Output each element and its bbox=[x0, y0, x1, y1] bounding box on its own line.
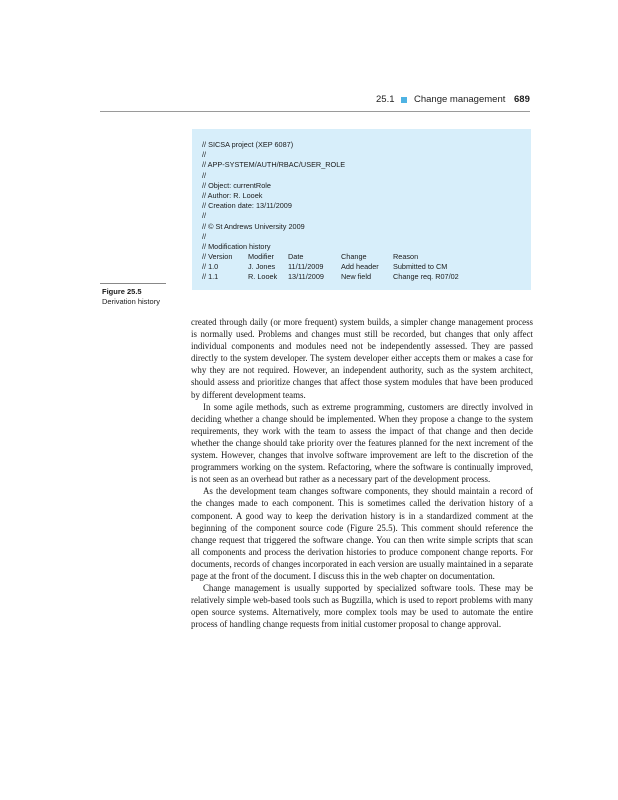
history-cell: R. Looek bbox=[248, 272, 278, 282]
history-cell: New field bbox=[341, 272, 372, 282]
code-line: // bbox=[202, 150, 207, 160]
code-line: // SICSA project (XEP 6087) bbox=[202, 140, 294, 149]
paragraph: created through daily (or more frequent) system builds, a simpler change management process is normally used. Problems and changes must still be recorded, but changes that only affect individual components and modules need not be independently assessed. They are passed directly to the system developer. The system developer either accepts them or makes a case for why they are not required. However, an independent authority, such as the system architect, should assess and prioritize changes that affect those system modules that have been produced by different development teams. bbox=[191, 317, 533, 400]
code-line: // Creation date: 13/11/2009 bbox=[202, 201, 292, 211]
history-cell: Submitted to CM bbox=[393, 262, 448, 272]
history-cell: 11/11/2009 bbox=[288, 262, 324, 272]
code-line: // bbox=[202, 231, 207, 241]
paragraph: As the development team changes software components, they should maintain a record of the changes made to each component. This is sometimes called the derivation history of a component. A good way to keep the derivation history is in a standardized comment at the beginning of the component source code (Figure 25.5). This comment should reference the change request that triggered the software change. You can then write simple scripts that scan all components and process the derivation histories to produce component change reports. For documents, records of changes incorporated in each version are usually maintained in a separate page at the front of the document. I discuss this in the web chapter on documentation. bbox=[191, 486, 533, 581]
body-text bbox=[191, 316, 533, 630]
code-line: // Modification history bbox=[202, 241, 271, 251]
figure-number: Figure 25.5 bbox=[102, 287, 142, 296]
history-cell: Change bbox=[341, 252, 367, 262]
paragraph: Change management is usually supported by specialized software tools. These may be relatively simple web-based tools such as Bugzilla, which is used to report problems with many open source systems. Alternatively, more complex tools may be used to automate the entire process of handling change requests from initial customer proposal to change approval. bbox=[191, 583, 533, 630]
code-line: // bbox=[202, 211, 207, 221]
page-number: 689 bbox=[514, 94, 530, 105]
history-cell: // 1.0 bbox=[202, 262, 219, 272]
header-square-icon bbox=[401, 97, 407, 103]
chapter-title: Change management bbox=[414, 94, 506, 105]
code-line: // Object: currentRole bbox=[202, 180, 271, 190]
section-number: 25.1 bbox=[376, 94, 395, 105]
history-cell: Date bbox=[288, 252, 304, 262]
history-row bbox=[202, 262, 522, 272]
code-line: // bbox=[202, 170, 207, 180]
figure-caption-rule bbox=[100, 283, 166, 284]
history-cell: // 1.1 bbox=[202, 272, 219, 282]
code-line: // APP-SYSTEM/AUTH/RBAC/USER_ROLE bbox=[202, 160, 346, 170]
figure-caption: Derivation history bbox=[102, 297, 160, 306]
header-rule bbox=[100, 111, 530, 112]
history-row bbox=[202, 272, 522, 282]
code-listing bbox=[202, 140, 522, 283]
history-cell: Modifier bbox=[248, 252, 274, 262]
code-line: // © St Andrews University 2009 bbox=[202, 221, 305, 231]
paragraph: In some agile methods, such as extreme programming, customers are directly involved in deciding whether a change should be implemented. When they propose a change to the system requirements, they work with the team to assess the impact of that change and then decide whether the change should take priority over the features planned for the next increment of the system. However, changes that involve software improvement are left to the discretion of the programmers working on the system. Refactoring, where the software is continually improved, is not seen as an overhead but rather as a necessary part of the development process. bbox=[191, 401, 533, 485]
history-cell: Add header bbox=[341, 262, 379, 272]
history-cell: // Version bbox=[202, 252, 233, 262]
history-cell: Reason bbox=[393, 252, 419, 262]
history-cell: J. Jones bbox=[248, 262, 276, 272]
history-cell: Change req. R07/02 bbox=[393, 272, 459, 282]
running-header bbox=[0, 94, 530, 108]
history-header-row bbox=[202, 252, 522, 262]
history-cell: 13/11/2009 bbox=[288, 272, 324, 282]
code-line: // Author: R. Looek bbox=[202, 190, 263, 200]
